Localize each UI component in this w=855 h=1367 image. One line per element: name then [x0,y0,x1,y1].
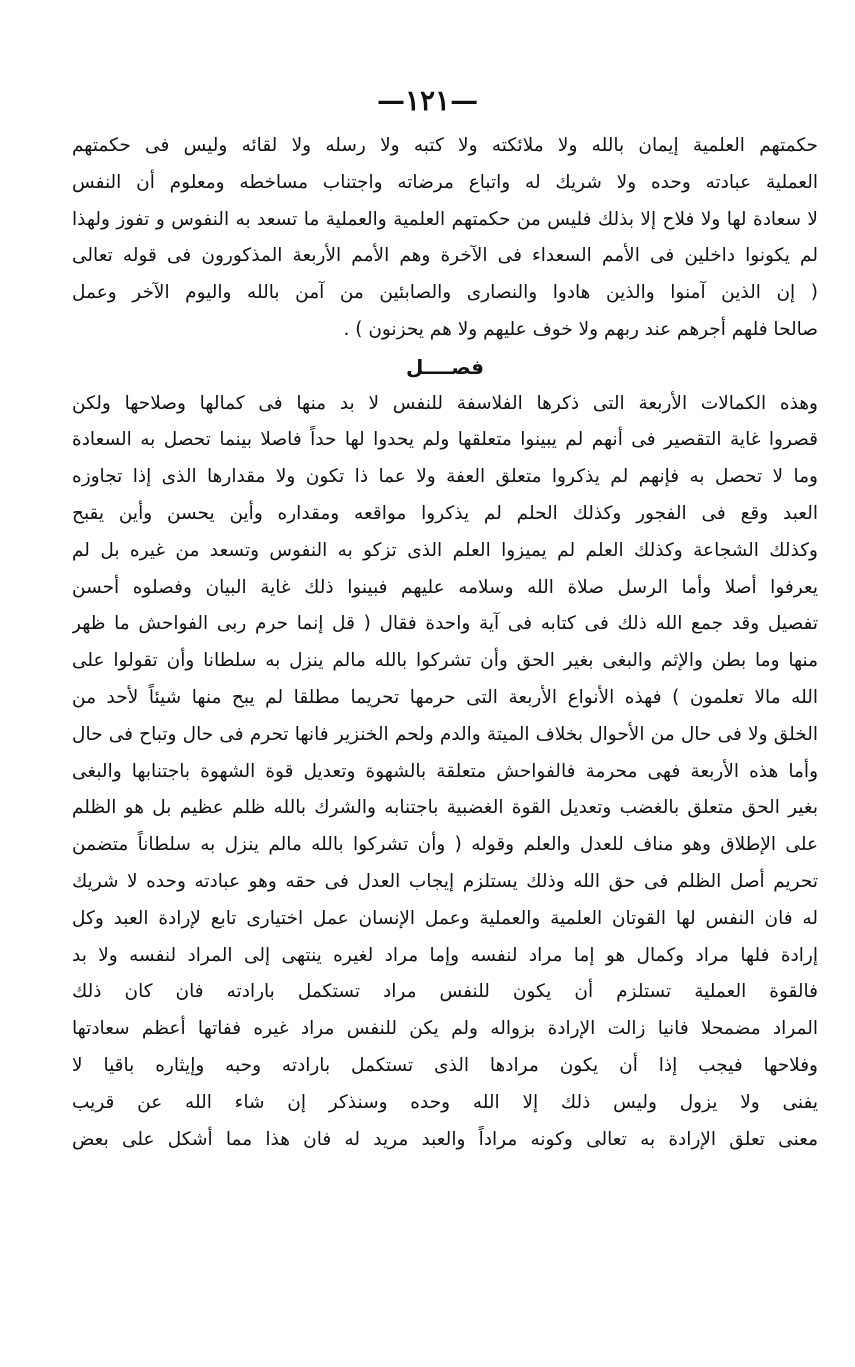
text-line: صالحا فلهم أجرهم عند ربهم ولا خوف عليهم ولا هم يحزنون ) . [343,318,818,340]
text-line: يفنى ولا يزول وليس ذلك إلا الله وحده وسنذكر إن شاء الله عن قريب [72,1091,818,1113]
text-line: له فان النفس لها القوتان العلمية والعملية وعمل الإنسان عمل اختيارى تابع لإرادة العبد وكل [72,907,818,929]
text-line: المراد مضمحلا فانيا زالت الإرادة بزواله ولم يكن للنفس مراد غيره ففاتها أعظم سعادتها [72,1018,818,1040]
text-line: وهذه الكمالات الأربعة التى ذكرها الفلاسفة للنفس لا بد منها فى كمالها وصلاحها ولكن [72,392,818,414]
text-line: وأما هذه الأربعة فهى محرمة فالفواحش متعلقة بالشهوة وتعديل قوة الشهوة باجتنابها والبغى [72,760,818,782]
text-line: العبد وقع فى الفجور وكذلك الحلم لم يذكروا مواقعه ومقداره وأين يحسن وأين يقبح [72,502,818,524]
text-line: لا سعادة لها ولا فلاح إلا بذلك فليس من حكمتهم العلمية والعملية ما تسعد به النفوس و تفوز ولهذا [72,208,818,230]
text-line: وفلاحها فيجب إذا أن يكون مرادها الذى تستكمل بارادته وحبه وإيثاره باقيا لا [72,1054,818,1076]
text-line: العملية عبادته وحده ولا شريك له واتباع مرضاته واجتناب مساخطه ومعلوم أن النفس [72,171,818,193]
text-line: منها وما بطن والإثم والبغى بغير الحق وأن تشركوا بالله مالم ينزل به سلطانا وأن تقولوا على [72,650,818,672]
text-line: الخلق ولا فى حال من الأحوال بخلاف الميتة والدم ولحم الخنزير فانها تحرم فى حال وتباح فى حال [72,723,818,745]
text-line: الله مالا تعلمون ) فهذه الأنواع الأربعة التى حرمها تحريما مطلقا لم يبح منها شيئاً لأحد من [72,686,818,708]
section-heading: فصــــل [406,354,484,379]
text-line: معنى تعلق الإرادة به تعالى وكونه مراداً والعبد مريد له فان هذا مما أشكل على بعض [72,1128,818,1150]
text-line: يعرفوا أصلا وأما الرسل صلاة الله وسلامه عليهم فبينوا ذلك غاية البيان وفصلوه أحسن [72,576,818,598]
text-line: تفصيل وقد جمع الله ذلك فى كتابه فى آية واحدة فقال ( قل إنما حرم ربى الفواحش ما ظهر [72,613,818,635]
text-line: فالقوة العملية تستلزم أن يكون للنفس مراد تستكمل بارادته فان كان ذلك [72,981,818,1003]
text-line: وما لا تحصل به فإنهم لم يذكروا متعلق العفة ولا عما ذا تكون ولا مقدارها الذى إذا تجاوزه [72,466,818,488]
text-line: وكذلك الشجاعة وكذلك العلم لم يميزوا العلم الذى تزكو به النفوس وتسعد من غيره بل لم [72,539,818,561]
text-line: تحريم أصل الظلم فى حق الله وذلك يستلزم إيجاب العدل فى حقه وهو عبادته وحده لا شريك [72,870,818,892]
text-line: إرادة فلها مراد وكمال هو إما مراد لنفسه وإما مراد لغيره ينتهى إلى المراد لنفسه ولا بد [72,944,818,966]
text-line: على الإطلاق وهو مناف للعدل والعلم وقوله ( وأن تشركوا بالله مالم ينزل به سلطاناً متضمن [72,834,818,856]
page-number: —١٢١— [376,84,479,117]
page-text [72,128,818,1158]
text-line: بغير الحق متعلق بالغضب وتعديل القوة الغضبية باجتنابه والشرك بالله ظلم عظيم بل هو الظلم [72,797,818,819]
text-line: ( إن الذين آمنوا والذين هادوا والنصارى والصابئين من آمن بالله واليوم الآخر وعمل [72,282,818,304]
text-line: حكمتهم العلمية إيمان بالله ولا ملائكته ولا كتبه ولا رسله ولا لقائه وليس فى حكمتهم [72,135,818,156]
text-line: لم يكونوا داخلين فى الأمم السعداء فى الآخرة وهم الأمم الأربعة المذكورون فى قوله تعالى [72,245,818,267]
text-line: قصروا غاية التقصير فى أنهم لم يبينوا متعلقها ولم يحدوا لها حداً فاصلا بينما تحصل به السعادة [72,429,818,451]
